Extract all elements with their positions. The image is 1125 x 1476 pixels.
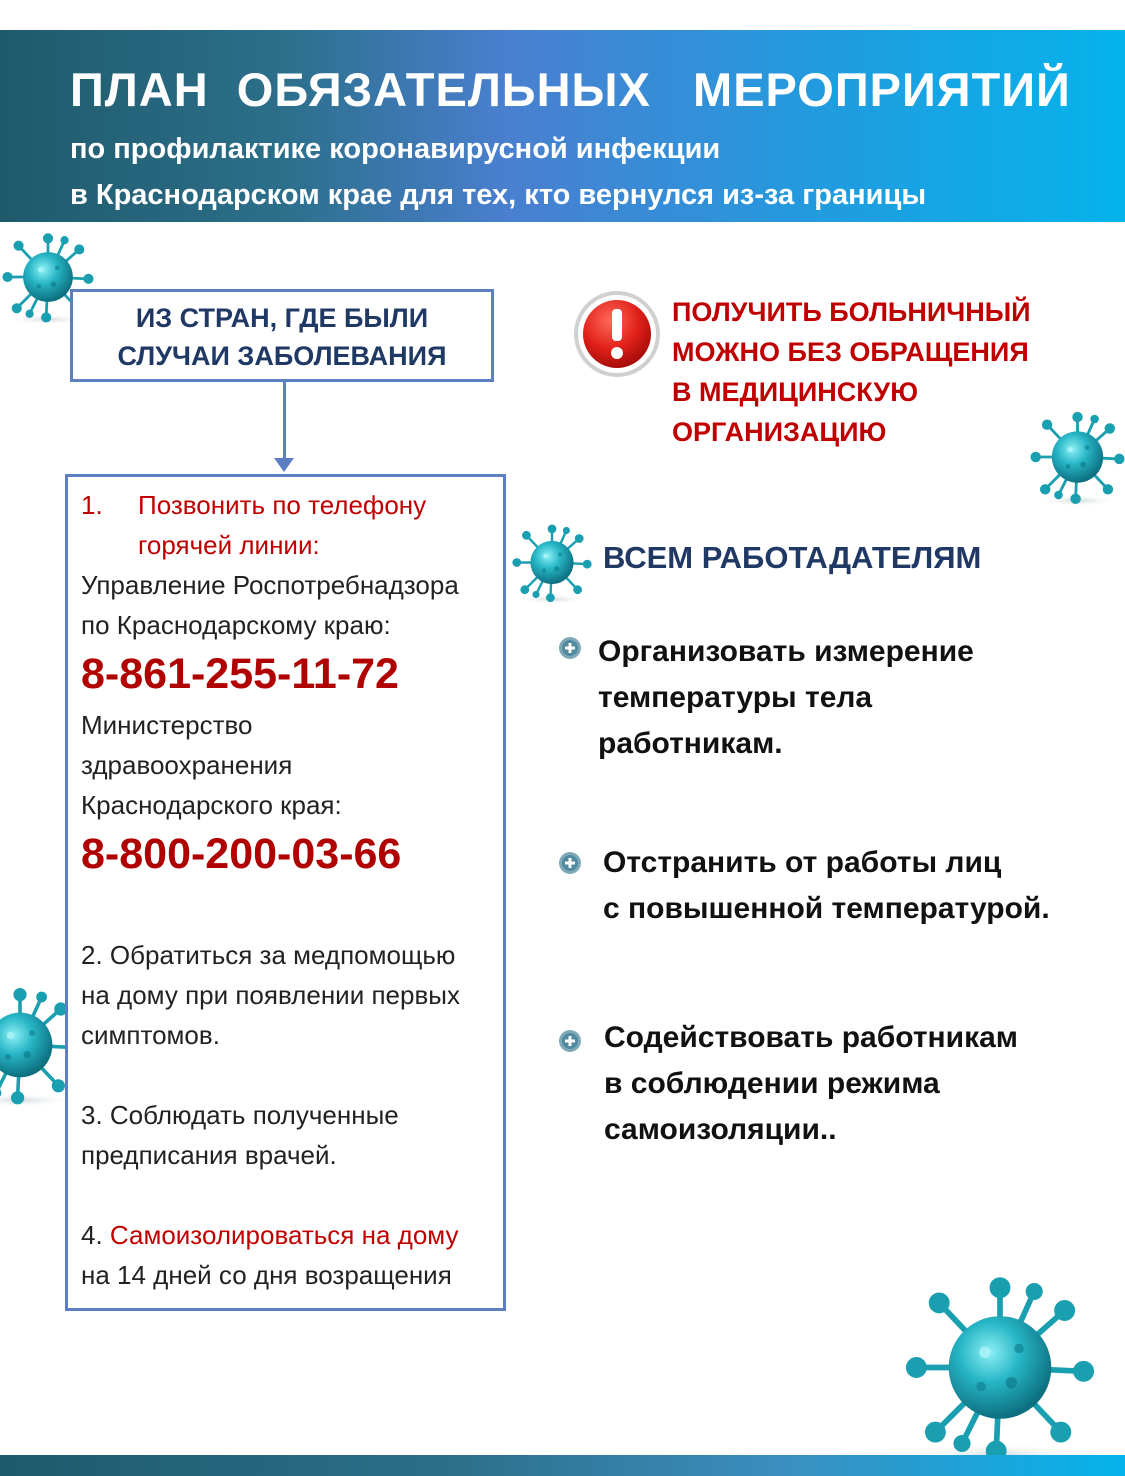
bottom-bar (0, 1455, 1125, 1476)
employer-item-1 (598, 629, 974, 767)
step-4-number: 4. (81, 1220, 110, 1250)
subtitle-line-1: по профилактике коронавирусной инфекции (70, 133, 721, 165)
employer-item-3-line-3: самоизоляции.. (604, 1113, 837, 1146)
step-2-line-3: симптомов. (81, 1020, 220, 1050)
step-4-line-1 (81, 1215, 458, 1255)
step-4-line-2: на 14 дней со дня возращения (81, 1260, 452, 1290)
mz-line-2: здравоохранения (81, 750, 293, 780)
virus-icon (512, 515, 592, 610)
employer-item-1-line-1: Организовать измерение (598, 635, 974, 668)
sick-leave-notice (672, 292, 1031, 452)
employer-item-3 (604, 1015, 1018, 1153)
rpn-phone[interactable]: 8-861-255-11-72 (81, 650, 399, 698)
plus-bullet-icon (558, 1029, 582, 1053)
notice-line-1: ПОЛУЧИТЬ БОЛЬНИЧНЫЙ (672, 297, 1031, 327)
page-title: ПЛАН ОБЯЗАТЕЛЬНЫХ МЕРОПРИЯТИЙ (70, 63, 1071, 116)
step-1-line-2: горячей линии: (138, 530, 320, 560)
employer-item-1-line-3: работникам. (598, 727, 783, 760)
virus-icon (1030, 392, 1125, 522)
countries-line-2: СЛУЧАИ ЗАБОЛЕВАНИЯ (117, 341, 447, 371)
step-3-line-1: 3. Соблюдать полученные (81, 1100, 399, 1130)
plus-bullet-icon (558, 851, 582, 875)
employer-item-2-line-1: Отстранить от работы лиц (603, 846, 1002, 879)
exclamation-icon (572, 289, 662, 379)
mz-phone[interactable]: 8-800-200-03-66 (81, 830, 402, 878)
countries-line-1: ИЗ СТРАН, ГДЕ БЫЛИ (135, 303, 429, 333)
employer-item-2 (603, 840, 1050, 932)
notice-line-4: ОРГАНИЗАЦИЮ (672, 417, 887, 447)
step-2-line-1: 2. Обратиться за медпомощью (81, 940, 456, 970)
employer-item-1-line-2: температуры тела (598, 681, 873, 714)
employers-title: ВСЕМ РАБОТАДАТЕЛЯМ (603, 540, 982, 575)
rpn-line-2: по Краснодарскому краю: (81, 610, 391, 640)
notice-line-3: В МЕДИЦИНСКУЮ (672, 377, 919, 407)
page-subtitle (70, 126, 926, 218)
notice-line-2: МОЖНО БЕЗ ОБРАЩЕНИЯ (672, 337, 1029, 367)
employer-item-3-line-1: Содействовать работникам (604, 1021, 1018, 1054)
rpn-line-1: Управление Роспотребнадзора (81, 570, 459, 600)
arrow-down-line (283, 382, 286, 464)
step-2-line-2: на дому при появлении первых (81, 980, 460, 1010)
virus-icon (905, 1265, 1095, 1470)
header-banner (0, 30, 1125, 222)
subtitle-line-2: в Краснодарском крае для тех, кто вернулся из-за границы (70, 179, 927, 211)
step-1-line-1: Позвонить по телефону (138, 490, 427, 520)
arrow-down-icon (274, 458, 294, 472)
employer-item-3-line-2: в соблюдении режима (604, 1067, 940, 1100)
step-3-line-2: предписания врачей. (81, 1140, 337, 1170)
employer-item-2-line-2: с повышенной температурой. (603, 892, 1050, 925)
plus-bullet-icon (558, 636, 582, 660)
mz-line-1: Министерство (81, 710, 253, 740)
step-1-number: 1. (81, 490, 103, 520)
step-4-red-text: Самоизолироваться на дому (109, 1220, 459, 1250)
mz-line-3: Краснодарского края: (81, 790, 342, 820)
countries-box (70, 289, 494, 382)
